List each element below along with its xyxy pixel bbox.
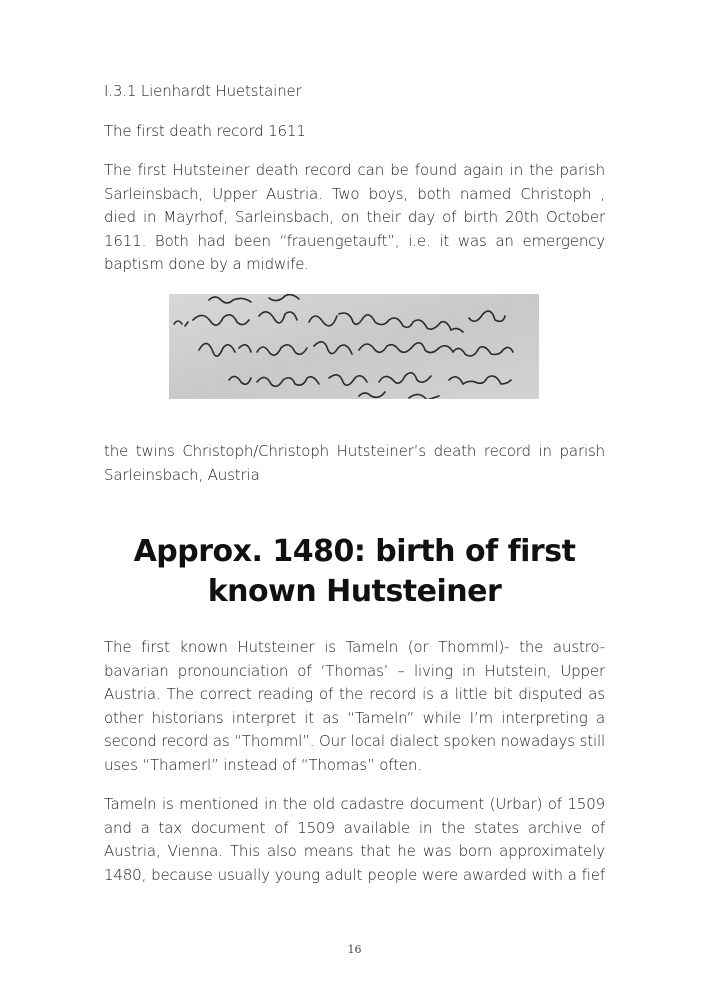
figure-caption: the twins Christoph/Christoph Hutsteiner’s death record in parish Sarleinsbach, Austria bbox=[104, 442, 605, 484]
body-paragraph: The first Hutsteiner death record can be found again in the parish Sarleinsbach, Upper Austria. Two boys, both named Christoph , died in Mayrhof, Sarleinsbach, on their day of birth 20th October 1611. Both had been “frauengetauft”, i.e. it was an emergency baptism done by a midwife. bbox=[104, 161, 605, 273]
section-subheading: The first death record 1611 bbox=[104, 122, 306, 140]
chapter-title: Approx. 1480: birth of first known Hutsteiner bbox=[133, 534, 576, 609]
section-heading: I.3.1 Lienhardt Huetstainer bbox=[104, 82, 302, 100]
handwritten-record-image bbox=[169, 294, 539, 399]
body-paragraph: Tameln is mentioned in the old cadastre document (Urbar) of 1509 and a tax document of 1509 available in the states archive of Austria, Vienna. This also means that he was born approximately 1480, because usually young adult people were awarded with a fief bbox=[104, 795, 605, 884]
manuscript-scan bbox=[169, 294, 539, 399]
page-number: 16 bbox=[347, 943, 362, 956]
body-paragraph: The first known Hutsteiner is Tameln (or Thomml)- the austro-bavarian pronounciation of ‘Thomas’ – living in Hutstein, Upper Austria. The correct reading of the record is a little bit disputed as other historians interpret it as “Tameln” while I’m interpreting a second record as “Thomml”. Our local dialect spoken nowadays still uses “Thamerl” instead of “Thomas” often. bbox=[104, 638, 605, 774]
